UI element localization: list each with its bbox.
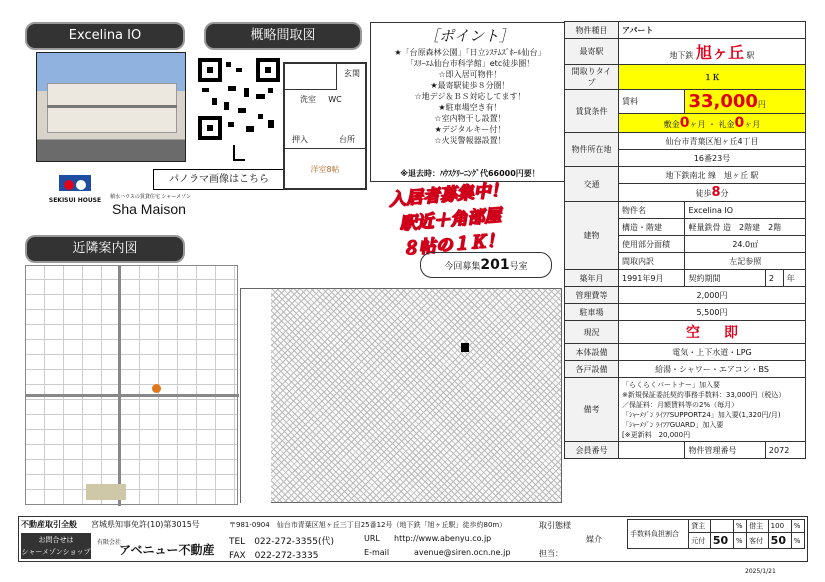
address-value: 仙台市青葉区旭ヶ丘4丁目 bbox=[619, 133, 806, 150]
period-unit: 年 bbox=[783, 270, 805, 287]
layout-badge-text: 概略間取図 bbox=[250, 28, 316, 43]
fee-table: 手数料負担割合 貸主 % 借主 100 % 元付 50 % 客付 50 % bbox=[627, 519, 805, 549]
banner-line-2: 駅近＋角部屋 bbox=[398, 205, 502, 235]
baikai-label: 媒介 bbox=[586, 535, 602, 544]
layout-badge bbox=[204, 22, 362, 50]
station-name: 旭ヶ丘 bbox=[695, 43, 744, 62]
panorama-link[interactable] bbox=[153, 169, 285, 190]
neighbor-badge bbox=[25, 235, 185, 263]
banner-line-3: ８帖の１Ｋ！ bbox=[400, 230, 505, 260]
station-label: 最寄駅 bbox=[565, 39, 619, 65]
plan-kitchen: 台所 bbox=[339, 135, 355, 144]
rent-value: 33,000円 bbox=[685, 90, 806, 114]
plan-closet: 押入 bbox=[292, 135, 308, 144]
status-immediate: 即 bbox=[724, 325, 738, 341]
loc-label: 物件所在地 bbox=[565, 133, 619, 167]
walk-minutes: 8 bbox=[711, 185, 721, 200]
torihiki-label: 取引態様 bbox=[539, 521, 571, 530]
point-item: ☆火災警報器設置！ bbox=[434, 136, 506, 145]
area-label: 使用部分面積 bbox=[619, 236, 685, 253]
madori2-label: 間取内訳 bbox=[619, 253, 685, 270]
point-item: ★「台原森林公園」「日立ｼｽﾃﾑｽﾞﾎｰﾙ仙台」 bbox=[394, 48, 546, 57]
license-value: 宮城県知事免許(10)第3015号 bbox=[91, 520, 200, 529]
mail-label: E-mail bbox=[364, 548, 390, 557]
agency-address: 〒981-0904 仙台市青葉区旭ヶ丘三丁目25番12号（地下鉄「旭ヶ丘駅」徒歩約80m） bbox=[229, 521, 507, 529]
walk-value: 徒歩8分 bbox=[619, 184, 806, 202]
bname-label: 物件名 bbox=[619, 202, 685, 219]
struct-label: 構造・階建 bbox=[619, 219, 685, 236]
point-item: ★駐車場空き有！ bbox=[438, 103, 502, 112]
struct-value: 軽量鉄骨 造 2階建 2階 bbox=[685, 219, 806, 236]
type-label: 物件種目 bbox=[565, 22, 619, 39]
point-item: ★デジタルキー付！ bbox=[434, 125, 506, 134]
built-label: 築年月 bbox=[565, 270, 619, 287]
spec-table bbox=[564, 21, 806, 459]
note-line: ※新規保証委託契約事務手数料：33,000円（税込） bbox=[622, 390, 786, 399]
reikin-months: 0 bbox=[734, 115, 745, 131]
address2-value: 16番23号 bbox=[619, 150, 806, 167]
parking-label: 駐車場 bbox=[565, 304, 619, 321]
property-marker-icon bbox=[461, 343, 469, 352]
kanri-value: 2072 bbox=[765, 442, 805, 459]
area-map[interactable] bbox=[240, 288, 562, 503]
points-note: ※退去時：ﾊｳｽｸﾘｰﾆﾝｸﾞ代66000円要！ bbox=[400, 169, 540, 178]
license-label: 不動産取引全般 bbox=[21, 520, 77, 529]
note-line: 「ｼｬｰﾒｿﾞﾝ ﾗｲﾌｱSUPPORT24」加入要(1,320円/月) bbox=[622, 410, 781, 419]
plan-genkan: 玄関 bbox=[344, 69, 360, 78]
facility-label: 本体設備 bbox=[565, 344, 619, 361]
neighbor-badge-text: 近隣案内図 bbox=[72, 241, 138, 256]
bname-value: Excelina IO bbox=[685, 202, 806, 219]
qr-code-icon bbox=[198, 58, 280, 140]
arrow-icon bbox=[233, 145, 245, 161]
neighborhood-map[interactable] bbox=[25, 265, 238, 505]
banner-line-1: 入居者募集中！ bbox=[387, 179, 509, 211]
type-value: アパート bbox=[619, 22, 806, 39]
points-box bbox=[370, 22, 568, 182]
print-date: 2025/1/21 bbox=[745, 568, 776, 575]
recruit-prefix: 今回募集 bbox=[444, 262, 481, 272]
shop-badge: お問合せは シャーメゾンショップ bbox=[21, 533, 91, 559]
floor-plan bbox=[283, 62, 367, 190]
recruit-room bbox=[420, 252, 552, 278]
agency-url[interactable]: http://www.abenyu.co.jp bbox=[394, 534, 492, 543]
sekisui-logo bbox=[35, 173, 115, 209]
area-value: 24.0㎡ bbox=[685, 236, 806, 253]
note-line: 「らくらくパートナー」加入要 bbox=[622, 380, 720, 389]
agency-prefix: 有限会社 bbox=[97, 539, 122, 546]
rent-amount: 33,000 bbox=[688, 91, 758, 112]
point-item: ☆即入居可物件！ bbox=[438, 70, 502, 79]
notes-label: 備考 bbox=[565, 378, 619, 442]
name-badge bbox=[25, 22, 185, 50]
room-label: 各戸設備 bbox=[565, 361, 619, 378]
agency-name: アベニュー不動産 bbox=[119, 543, 215, 557]
notes-value bbox=[619, 378, 806, 442]
recruit-room-number: 201 bbox=[480, 257, 510, 273]
recruit-suffix: 号室 bbox=[509, 262, 528, 272]
building-photo bbox=[36, 52, 186, 162]
points-list bbox=[373, 47, 567, 146]
agency-tel: TEL 022-272-3355(代) bbox=[229, 537, 334, 547]
station-marker-icon bbox=[152, 384, 161, 393]
shamaison-logo bbox=[112, 201, 186, 217]
point-item: ★最寄駅徒歩８分圏！ bbox=[430, 81, 510, 90]
note-line: ／保証料：月額賃料等の2%（毎月） bbox=[622, 400, 739, 409]
point-item: 「ｽﾘｰｴﾑ仙台市科学館」etc徒歩圏！ bbox=[405, 59, 535, 68]
kanri-label: 物件管理番号 bbox=[685, 442, 765, 459]
room-value: 給湯・シャワー・エアコン・BS bbox=[619, 361, 806, 378]
footer bbox=[18, 516, 808, 562]
deposit-value: 敷金0ヶ月 ・ 礼金0ヶ月 bbox=[619, 114, 806, 133]
shamaison-text: Sha Maison bbox=[112, 201, 186, 217]
mgmt-label: 管理費等 bbox=[565, 287, 619, 304]
madori-value: １Ｋ bbox=[619, 65, 806, 90]
madori2-value: 左記参照 bbox=[685, 253, 806, 270]
tantou-label: 担当： bbox=[539, 549, 563, 558]
agency-mail[interactable]: avenue@siren.ocn.ne.jp bbox=[414, 548, 511, 557]
points-title: ［ポイント］ bbox=[423, 27, 514, 45]
agency-fax: FAX 022-272-3335 bbox=[229, 551, 319, 561]
plan-wc: WC bbox=[328, 95, 342, 104]
url-label: URL bbox=[364, 534, 380, 543]
sekisui-logo-icon bbox=[57, 173, 93, 193]
member-label: 会員番号 bbox=[565, 442, 619, 459]
rent-label: 賃料 bbox=[619, 90, 685, 114]
traffic-label: 交通 bbox=[565, 167, 619, 202]
madori-label: 間取りタイプ bbox=[565, 65, 619, 90]
panorama-text: パノラマ画像はこちら bbox=[169, 174, 269, 185]
point-item: ☆地デジ＆ＢＳ対応してます！ bbox=[414, 92, 526, 101]
shikikin-months: 0 bbox=[679, 115, 690, 131]
shamaison-note: 積水ハウスの賃貸住宅 シャーメゾン bbox=[110, 194, 191, 200]
bld-label: 建物 bbox=[565, 202, 619, 270]
plan-western-room: 洋室8帖 bbox=[310, 165, 340, 174]
period-label: 契約期間 bbox=[685, 270, 765, 287]
status-vacant: 空 bbox=[686, 325, 700, 341]
period-value: 2 bbox=[765, 270, 783, 287]
built-value: 1991年9月 bbox=[619, 270, 685, 287]
sekisui-text: SEKISUI HOUSE bbox=[48, 197, 102, 204]
qr-code[interactable] bbox=[198, 58, 280, 140]
facility-value: 電気・上下水道・LPG bbox=[619, 344, 806, 361]
cond-label: 賃貸条件 bbox=[565, 90, 619, 133]
point-item: ☆室内物干し設置！ bbox=[434, 114, 506, 123]
note-line: 「ｼｬｰﾒｿﾞﾝ ﾗｲﾌｱGUARD」加入要 bbox=[622, 420, 724, 429]
name-badge-text: Excelina IO bbox=[68, 28, 142, 43]
plan-washitsu: 洗室 bbox=[300, 95, 316, 104]
note-line: [※更新料 20,000円 bbox=[622, 430, 691, 439]
parking-value: 5,500円 bbox=[619, 304, 806, 321]
status-label: 現況 bbox=[565, 321, 619, 344]
mgmt-value: 2,000円 bbox=[619, 287, 806, 304]
traffic-value: 地下鉄南北 線 旭ヶ丘 駅 bbox=[619, 167, 806, 184]
station-value: 地下鉄 旭ヶ丘 駅 bbox=[619, 39, 806, 65]
status-value bbox=[619, 321, 806, 344]
